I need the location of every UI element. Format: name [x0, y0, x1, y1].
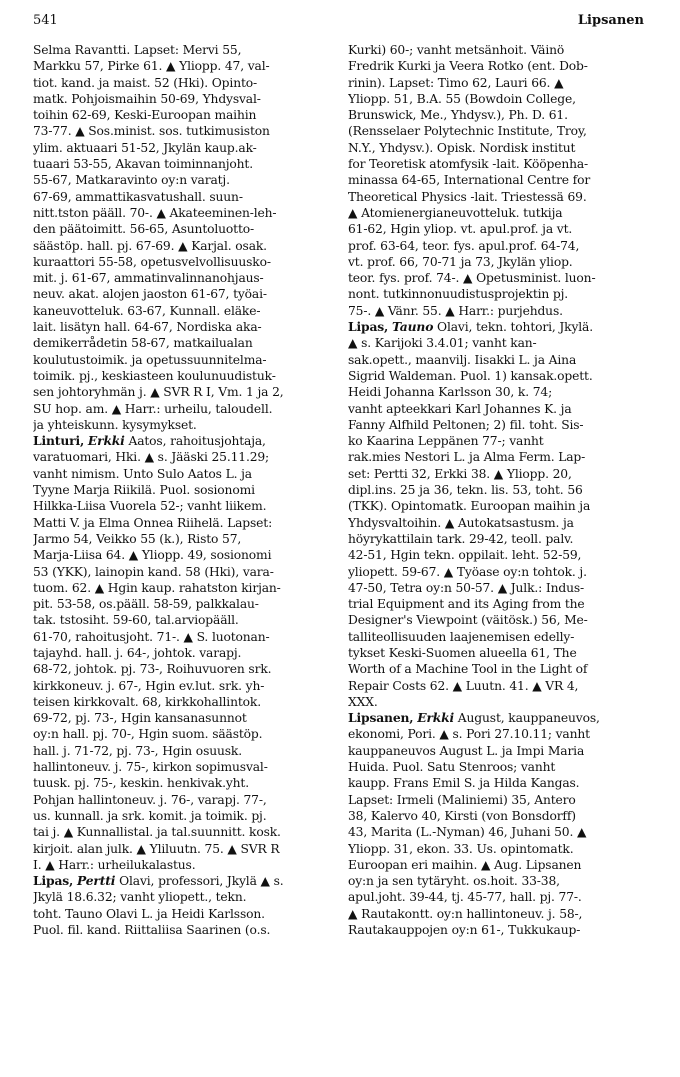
- entry-text: kirkkoneuv. j. 67-, Hgin ev.lut. srk. yh-: [33, 678, 265, 693]
- left-column: [33, 42, 339, 938]
- entry-text: tajayhd. hall. j. 64-, johtok. varapj.: [33, 645, 242, 660]
- entry-text: ko Kaarina Leppänen 77-; vanht: [348, 434, 544, 449]
- entry-text: tuaari 53-55, Akavan toiminnanjoht.: [33, 157, 253, 172]
- entry-text: nont. tutkinnonuudistusprojektin pj.: [348, 287, 569, 302]
- text-line: [33, 547, 339, 563]
- text-line: [33, 384, 339, 400]
- text-line: [348, 547, 654, 563]
- entry-text: toihin 62-69, Keski-Euroopan maihin: [33, 108, 257, 123]
- text-line: [348, 645, 654, 661]
- text-line: [33, 710, 339, 726]
- entry-text: toimik. pj., keskiasteen koulunuudistuk-: [33, 368, 276, 383]
- entry-text: 61-70, rahoitusjoht. 71-. ▲ S. luotonan-: [33, 629, 270, 644]
- text-line: [348, 889, 654, 905]
- entry-text: apul.joht. 39-44, tj. 45-77, hall. pj. 77-.: [348, 890, 582, 905]
- entry-text: Euroopan eri maihin. ▲ Aug. Lipsanen: [348, 857, 582, 872]
- text-line: [33, 107, 339, 123]
- text-line: [33, 759, 339, 775]
- text-line: [33, 417, 339, 433]
- entry-text: Lapset: Irmeli (Maliniemi) 35, Antero: [348, 792, 576, 807]
- text-line: [33, 123, 339, 139]
- text-line: [33, 889, 339, 905]
- text-line: [33, 140, 339, 156]
- text-line: [348, 449, 654, 465]
- entry-text: tiot. kand. ja maist. 52 (Hki). Opinto-: [33, 75, 258, 90]
- text-line: [348, 189, 654, 205]
- entry-text: Tyyne Marja Riikilä. Puol. sosionomi: [33, 483, 255, 498]
- text-line: [348, 906, 654, 922]
- text-line: [33, 857, 339, 873]
- entry-text: dipl.ins. 25 ja 36, tekn. lis. 53, toht. 56: [348, 483, 583, 498]
- entry-text: 75-. ▲ Vänr. 55. ▲ Harr.: purjehdus.: [348, 303, 563, 318]
- text-line: [33, 515, 339, 531]
- text-line: [33, 775, 339, 791]
- text-line: [348, 792, 654, 808]
- text-line: [348, 808, 654, 824]
- text-line: [33, 906, 339, 922]
- text-line: [348, 140, 654, 156]
- text-line: [348, 498, 654, 514]
- text-line: [33, 286, 339, 302]
- text-line: [33, 678, 339, 694]
- text-line: [348, 156, 654, 172]
- text-line: [348, 857, 654, 873]
- text-line: [33, 841, 339, 857]
- entry-text: Olavi, professori, Jkylä ▲ s.: [115, 874, 284, 889]
- entry-text: 73-77. ▲ Sos.minist. sos. tutkimusiston: [33, 124, 270, 139]
- entry-text: Fredrik Kurki ja Veera Rotko (ent. Dob-: [348, 59, 588, 74]
- text-line: [348, 661, 654, 677]
- text-line: [348, 433, 654, 449]
- entry-text: 69-72, pj. 73-, Hgin kansanasunnot: [33, 711, 247, 726]
- entry-text: höyrykattilain tark. 29-42, teoll. palv.: [348, 531, 574, 546]
- entry-text: toht. Tauno Olavi L. ja Heidi Karlsson.: [33, 906, 265, 921]
- text-line: [33, 303, 339, 319]
- entry-text: I. ▲ Harr.: urheilukalastus.: [33, 857, 196, 872]
- text-line: [33, 743, 339, 759]
- entry-text: nitt.tston pääll. 70-. ▲ Akateeminen-leh-: [33, 205, 277, 220]
- text-line: [33, 352, 339, 368]
- text-line: [348, 564, 654, 580]
- text-line: [33, 238, 339, 254]
- text-line: [348, 531, 654, 547]
- entry-text: teor. fys. prof. 74-. ▲ Opetusminist. luon-: [348, 271, 596, 286]
- text-line: [33, 629, 339, 645]
- entry-text: Brunswick, Me., Yhdysv.), Ph. D. 61.: [348, 108, 568, 123]
- entry-text: 38, Kalervo 40, Kirsti (von Bonsdorff): [348, 808, 576, 823]
- entry-given-name: Erkki: [87, 433, 125, 449]
- entry-text: N.Y., Yhdysv.). Opisk. Nordisk institut: [348, 140, 576, 155]
- entry-text: neuv. akat. alojen jaoston 61-67, työai-: [33, 287, 267, 302]
- entry-given-name: Erkki: [417, 710, 455, 726]
- text-line: [348, 580, 654, 596]
- entry-text: 43, Marita (L.-Nyman) 46, Juhani 50. ▲: [348, 825, 587, 840]
- entry-text: tykset Keski-Suomen alueella 61, The: [348, 645, 577, 660]
- entry-text: koulutustoimik. ja opetussuunnitelma-: [33, 352, 267, 367]
- entry-text: tuom. 62. ▲ Hgin kaup. rahatston kirjan-: [33, 580, 281, 595]
- entry-text: ekonomi, Pori. ▲ s. Pori 27.10.11; vanht: [348, 727, 590, 742]
- entry-text: Markku 57, Pirke 61. ▲ Yliopp. 47, val-: [33, 59, 270, 74]
- entry-text: kuraattori 55-58, opetusvelvollisuusko-: [33, 254, 271, 269]
- entry-text: kaneuvotteluk. 63-67, Kunnall. eläke-: [33, 303, 261, 318]
- entry-text: Pohjan hallintoneuv. j. 76-, varapj. 77-,: [33, 792, 267, 807]
- text-line: [348, 710, 654, 726]
- entry-text: säästöp. hall. pj. 67-69. ▲ Karjal. osak.: [33, 238, 267, 253]
- entry-text: matk. Pohjoismaihin 50-69, Yhdysval-: [33, 91, 261, 106]
- text-line: [33, 661, 339, 677]
- entry-text: 53 (YKK), lainopin kand. 58 (Hki), vara-: [33, 564, 274, 579]
- entry-text: pit. 53-58, os.pääll. 58-59, palkkalau-: [33, 597, 259, 612]
- entry-surname: Lipas,: [348, 319, 389, 335]
- text-line: [348, 466, 654, 482]
- entry-text: yliopett. 59-67. ▲ Työase oy:n tohtok. j.: [348, 564, 587, 579]
- text-line: [348, 91, 654, 107]
- text-line: [348, 612, 654, 628]
- entry-text: Hilkka-Liisa Vuorela 52-; vanht liikem.: [33, 499, 267, 514]
- text-line: [348, 775, 654, 791]
- text-line: [348, 352, 654, 368]
- entry-text: Marja-Liisa 64. ▲ Yliopp. 49, sosionomi: [33, 548, 272, 563]
- entry-text: den päätoimitt. 56-65, Asuntoluotto-: [33, 222, 255, 237]
- text-line: [348, 205, 654, 221]
- text-line: [33, 645, 339, 661]
- text-line: [348, 841, 654, 857]
- entry-text: rinin). Lapset: Timo 62, Lauri 66. ▲: [348, 75, 564, 90]
- text-line: [33, 612, 339, 628]
- text-line: [33, 156, 339, 172]
- entry-text: Yliopp. 31, ekon. 33. Us. opintomatk.: [348, 841, 574, 856]
- text-line: [33, 270, 339, 286]
- entry-text: Yliopp. 51, B.A. 55 (Bowdoin College,: [348, 91, 576, 106]
- entry-text: mit. j. 61-67, ammatinvalinnanohjaus-: [33, 271, 264, 286]
- entry-text: (TKK). Opintomatk. Euroopan maihin ja: [348, 499, 591, 514]
- entry-text: vanht apteekkari Karl Johannes K. ja: [348, 401, 572, 416]
- entry-text: kirjoit. alan julk. ▲ Yliluutn. 75. ▲ SVR R: [33, 841, 280, 856]
- entry-text: ▲ Rautakontt. oy:n hallintoneuv. j. 58-,: [348, 906, 583, 921]
- text-line: [348, 221, 654, 237]
- entry-text: 61-62, Hgin yliop. vt. apul.prof. ja vt.: [348, 222, 573, 237]
- entry-given-name: Tauno: [391, 319, 434, 335]
- entry-text: talliteollisuuden laajenemisen edelly-: [348, 629, 575, 644]
- entry-text: kaupp. Frans Emil S. ja Hilda Kangas.: [348, 776, 580, 791]
- entry-text: trial Equipment and its Aging from the: [348, 597, 585, 612]
- entry-text: Heidi Johanna Karlsson 30, k. 74;: [348, 385, 553, 400]
- page-number: 541: [33, 13, 58, 28]
- text-line: [33, 694, 339, 710]
- text-line: [33, 466, 339, 482]
- text-line: [348, 401, 654, 417]
- entry-text: vt. prof. 66, 70-71 ja 73, Jkylän yliop.: [348, 254, 573, 269]
- entry-text: 47-50, Tetra oy:n 50-57. ▲ Julk.: Indus-: [348, 580, 585, 595]
- text-line: [348, 515, 654, 531]
- text-line: [348, 384, 654, 400]
- text-line: [33, 433, 339, 449]
- entry-text: Olavi, tekn. tohtori, Jkylä.: [433, 320, 593, 335]
- entry-text: Jkylä 18.6.32; vanht yliopett., tekn.: [33, 890, 247, 905]
- entry-text: varatuomari, Hki. ▲ s. Jääski 25.11.29;: [33, 450, 270, 465]
- text-line: [33, 580, 339, 596]
- entry-text: minassa 64-65, International Centre for: [348, 173, 591, 188]
- text-line: [33, 873, 339, 889]
- entry-text: oy:n ja sen tytäryht. os.hoit. 33-38,: [348, 874, 560, 889]
- text-line: [348, 107, 654, 123]
- entry-text: Designer's Viewpoint (väitösk.) 56, Me-: [348, 613, 588, 628]
- entry-text: Selma Ravantti. Lapset: Mervi 55,: [33, 43, 242, 57]
- entry-text: hall. j. 71-72, pj. 73-, Hgin osuusk.: [33, 743, 242, 758]
- entry-text: Theoretical Physics -lait. Triestessä 69.: [348, 189, 587, 204]
- text-line: [33, 335, 339, 351]
- entry-text: sen johtoryhmän j. ▲ SVR R I, Vm. 1 ja 2,: [33, 385, 284, 400]
- text-line: [348, 922, 654, 938]
- entry-text: tai j. ▲ Kunnallistal. ja tal.suunnitt. kosk.: [33, 825, 281, 840]
- right-column: [348, 42, 654, 938]
- entry-text: Yhdysvaltoihin. ▲ Autokatsastusm. ja: [348, 515, 574, 530]
- text-line: [348, 238, 654, 254]
- text-line: [33, 531, 339, 547]
- text-line: [33, 91, 339, 107]
- entry-text: demikerrådetin 58-67, matkailualan: [33, 336, 253, 351]
- text-line: [33, 221, 339, 237]
- entry-text: for Teoretisk atomfysik -lait. Kööpenha-: [348, 157, 589, 172]
- entry-text: XXX.: [348, 694, 378, 709]
- entry-text: 42-51, Hgin tekn. oppilait. leht. 52-59,: [348, 548, 582, 563]
- entry-text: (Rensselaer Polytechnic Institute, Troy,: [348, 124, 587, 139]
- text-line: [348, 694, 654, 710]
- entry-text: oy:n hall. pj. 70-, Hgin suom. säästöp.: [33, 727, 263, 742]
- entry-text: Worth of a Machine Tool in the Light of: [348, 662, 588, 677]
- text-line: [348, 75, 654, 91]
- entry-text: SU hop. am. ▲ Harr.: urheilu, taloudell.: [33, 401, 273, 416]
- text-line: [33, 58, 339, 74]
- entry-text: ▲ Atomienergianeuvotteluk. tutkija: [348, 205, 563, 220]
- text-line: [348, 759, 654, 775]
- entry-text: kauppaneuvos August L. ja Impi Maria: [348, 743, 585, 758]
- text-line: [33, 368, 339, 384]
- entry-text: Kurki) 60-; vanht metsänhoit. Väinö: [348, 43, 565, 57]
- text-line: [348, 678, 654, 694]
- entry-text: Rautakauppojen oy:n 61-, Tukkukaup-: [348, 923, 581, 938]
- text-line: [348, 270, 654, 286]
- entry-surname: Lipsanen,: [348, 710, 414, 726]
- text-line: [348, 726, 654, 742]
- entry-text: August, kauppaneuvos,: [454, 711, 600, 726]
- text-line: [348, 172, 654, 188]
- entry-text: 68-72, johtok. pj. 73-, Roihuvuoren srk.: [33, 662, 272, 677]
- entry-text: Fanny Alfhild Peltonen; 2) fil. toht. Sis-: [348, 417, 584, 432]
- text-line: [348, 335, 654, 351]
- text-line: [33, 808, 339, 824]
- entry-text: ja yhteiskunn. kysymykset.: [33, 417, 197, 432]
- entry-text: ▲ s. Karijoki 3.4.01; vanht kan-: [348, 336, 537, 351]
- text-line: [348, 743, 654, 759]
- text-line: [348, 873, 654, 889]
- text-line: [33, 726, 339, 742]
- text-line: [348, 58, 654, 74]
- text-line: [33, 189, 339, 205]
- entry-text: set: Pertti 32, Erkki 38. ▲ Yliopp. 20,: [348, 466, 572, 481]
- text-line: [33, 172, 339, 188]
- text-line: [348, 254, 654, 270]
- text-line: [33, 42, 339, 58]
- entry-text: vanht nimism. Unto Sulo Aatos L. ja: [33, 466, 252, 481]
- text-line: [348, 123, 654, 139]
- entry-text: ylim. aktuaari 51-52, Jkylän kaup.ak-: [33, 140, 257, 155]
- text-line: [33, 482, 339, 498]
- text-line: [33, 254, 339, 270]
- entry-text: sak.opett., maanvilj. Iisakki L. ja Aina: [348, 352, 577, 367]
- entry-text: Repair Costs 62. ▲ Luutn. 41. ▲ VR 4,: [348, 678, 579, 693]
- text-line: [348, 368, 654, 384]
- entry-given-name: Pertti: [76, 873, 116, 889]
- text-line: [348, 417, 654, 433]
- entry-text: prof. 63-64, teor. fys. apul.prof. 64-74,: [348, 238, 580, 253]
- entry-text: Puol. fil. kand. Riittaliisa Saarinen (o.s.: [33, 923, 271, 938]
- entry-text: Matti V. ja Elma Onnea Riihelä. Lapset:: [33, 515, 273, 530]
- text-line: [348, 319, 654, 335]
- text-line: [33, 498, 339, 514]
- text-line: [33, 564, 339, 580]
- text-line: [33, 824, 339, 840]
- text-line: [33, 319, 339, 335]
- entry-text: 55-67, Matkaravinto oy:n varatj.: [33, 173, 230, 188]
- text-line: [33, 75, 339, 91]
- text-line: [348, 303, 654, 319]
- text-line: [33, 596, 339, 612]
- entry-surname: Linturi,: [33, 433, 85, 449]
- text-line: [348, 286, 654, 302]
- text-line: [348, 824, 654, 840]
- running-head: Lipsanen: [577, 13, 644, 28]
- entry-text: lait. lisätyn hall. 64-67, Nordiska aka-: [33, 320, 262, 335]
- text-line: [348, 482, 654, 498]
- entry-surname: Lipas,: [33, 873, 74, 889]
- entry-text: 67-69, ammattikasvatushall. suun-: [33, 189, 243, 204]
- entry-text: hallintoneuv. j. 75-, kirkon sopimusval-: [33, 760, 268, 775]
- entry-text: us. kunnall. ja srk. komit. ja toimik. pj.: [33, 808, 267, 823]
- entry-text: tak. tstosiht. 59-60, tal.arviopääll.: [33, 613, 239, 628]
- text-line: [33, 449, 339, 465]
- text-line: [33, 922, 339, 938]
- text-line: [348, 42, 654, 58]
- text-line: [348, 629, 654, 645]
- entry-text: Huida. Puol. Satu Stenroos; vanht: [348, 760, 556, 775]
- text-line: [33, 792, 339, 808]
- entry-text: Sigrid Waldeman. Puol. 1) kansak.opett.: [348, 368, 593, 383]
- text-line: [348, 596, 654, 612]
- text-line: [33, 401, 339, 417]
- entry-text: Jarmo 54, Veikko 55 (k.), Risto 57,: [33, 531, 242, 546]
- text-line: [33, 205, 339, 221]
- entry-text: teisen kirkkovalt. 68, kirkkohallintok.: [33, 694, 261, 709]
- entry-text: tuusk. pj. 75-, keskin. henkivak.yht.: [33, 776, 249, 791]
- entry-text: Aatos, rahoitusjohtaja,: [124, 434, 266, 449]
- entry-text: rak.mies Nestori L. ja Alma Ferm. Lap-: [348, 450, 586, 465]
